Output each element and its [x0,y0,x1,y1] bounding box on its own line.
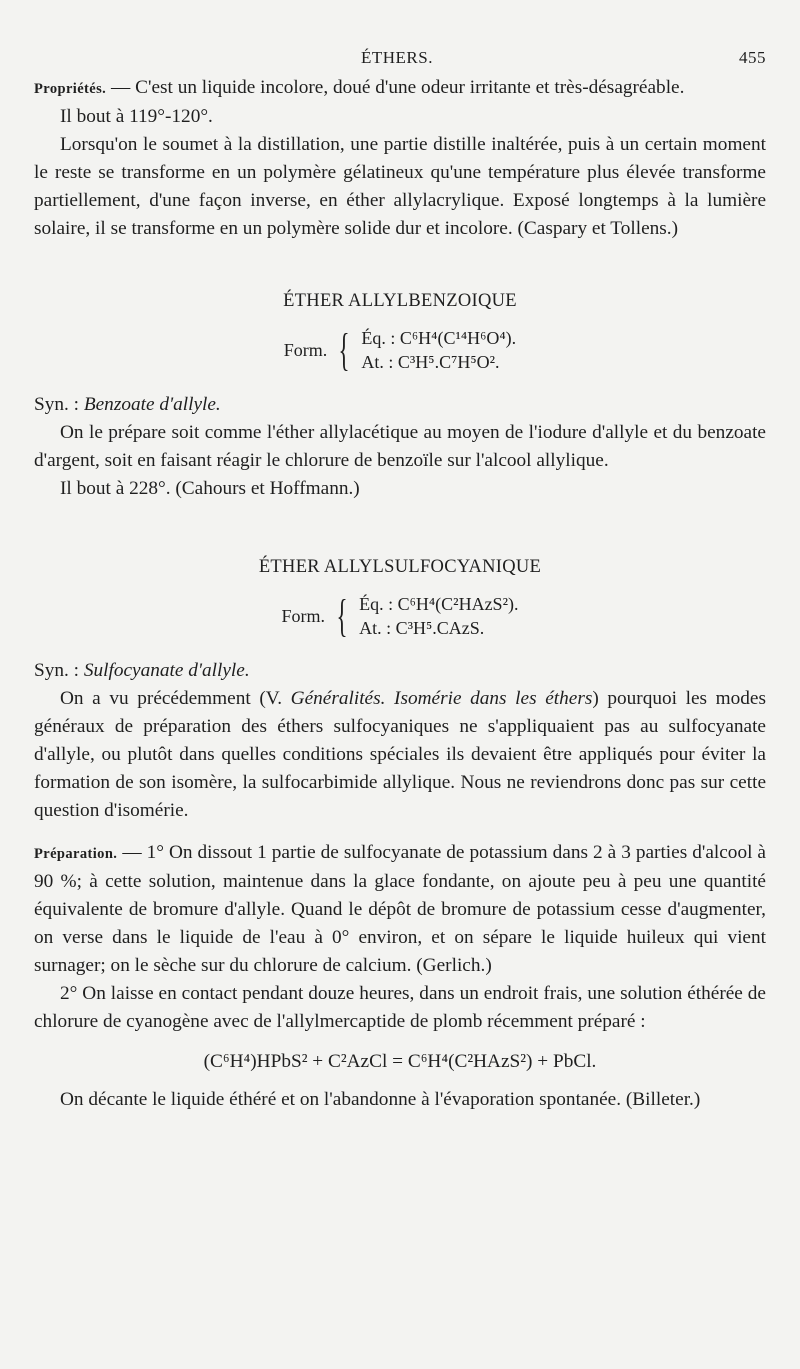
formula-lines [361,326,516,374]
synonym-line [34,391,766,419]
synonym-name: Sulfocyanate d'allyle. [83,660,250,681]
formula-label: Form. [283,339,328,360]
properties-paragraph [34,74,766,103]
formula-atomic: At. : C³H⁵.CAzS. [359,618,485,638]
brace-icon: { [336,590,348,641]
formula-block-allylsulfocyanique [34,587,766,645]
reaction-equation: (C⁶H⁴)HPbS² + C²AzCl = C⁶H⁴(C²HAzS²) + PbCl. [203,1051,597,1072]
synonym-label: Syn. : [34,660,80,681]
synonym-line [34,657,766,685]
distillation-paragraph: Lorsqu'on le soumet à la distillation, une partie distille inaltérée, puis à un certain moment le reste se transforme en un polymère gélatineux qu'une température plus élevée transforme partiellement, d'une façon inverse, en éther allylacrylique. Exposé longtemps à la lumière solaire, il se transforme en un polymère solide dur et incolore. (Caspary et Tollens.) [34,134,766,239]
boiling-point-paragraph: Il bout à 119°-120°. [60,106,213,127]
brace-icon: { [338,324,350,375]
formula-equivalent: Éq. : C⁶H⁴(C²HAzS²). [359,594,519,614]
properties-text: — C'est un liquide incolore, doué d'une odeur irritante et très-désagréable. [111,77,685,98]
preparation-method-1 [34,839,766,980]
synonym-name: Benzoate d'allyle. [83,394,221,415]
preparation-runin: Préparation. [34,846,118,862]
page-number: 455 [739,48,766,67]
isomerism-text-end: ) pourquoi les modes généraux de préparation des éthers sulfocyaniques ne s'appliquaient pas au sulfocyanate d'allyle, ou plutôt dans quelles conditions spéciales ils devaient être appliqués pour éviter la formation de son isomère, la sulfocarbimide allylique. Nous ne reviendrons donc pas sur cette question d'isomérie. [34,688,766,821]
synonym-label: Syn. : [34,394,80,415]
decantation-paragraph: On décante le liquide éthéré et on l'abandonne à l'évaporation spontanée. (Billeter.) [60,1089,701,1110]
formula-label: Form. [281,605,326,626]
isomerism-paragraph [34,685,766,825]
page-body [34,74,766,1114]
preparation-method-2: 2° On laisse en contact pendant douze heures, dans un endroit frais, une solution éthérée de chlorure de cyanogène avec de l'allylmercaptide de plomb récemment préparé : [34,983,766,1032]
running-head [0,48,800,72]
formula-lines [359,592,518,640]
section-heading-allylbenzoique: ÉTHER ALLYLBENZOIQUE [283,291,517,311]
formula-block-allylbenzoique [34,321,766,379]
isomerism-reference: Généralités. Isomérie dans les éthers [290,688,593,709]
isomerism-text-start: On a vu précédemment (V. [60,688,283,709]
properties-runin: Propriétés. [34,81,107,97]
formula-equivalent: Éq. : C⁶H⁴(C¹⁴H⁶O⁴). [361,328,517,348]
running-head-title: ÉTHERS. [361,48,433,67]
spacer [34,825,766,839]
preparation-text-1: — 1° On dissout 1 partie de sulfocyanate de potassium dans 2 à 3 parties d'alcool à 90 %; à cette solution, maintenue dans la glace fondante, on ajoute peu à peu une quantité équivalente de bromure d'allyle. Quand le dépôt de bromure de potassium cesse d'augmenter, on verse dans le liquide de l'eau à 0° environ, et on sépare le liquide huileux qui vient surnager; on le sèche sur du chlorure de calcium. (Gerlich.) [34,842,766,976]
section-heading-allylsulfocyanique: ÉTHER ALLYLSULFOCYANIQUE [258,557,542,577]
boiling-point-paragraph: Il bout à 228°. (Cahours et Hoffmann.) [60,478,360,499]
formula-atomic: At. : C³H⁵.C⁷H⁵O². [361,352,500,372]
preparation-paragraph: On le prépare soit comme l'éther allylacétique au moyen de l'iodure d'allyle et du benzoate d'argent, soit en faisant réagir le chlorure de benzoïle sur l'alcool allylique. [34,422,766,471]
